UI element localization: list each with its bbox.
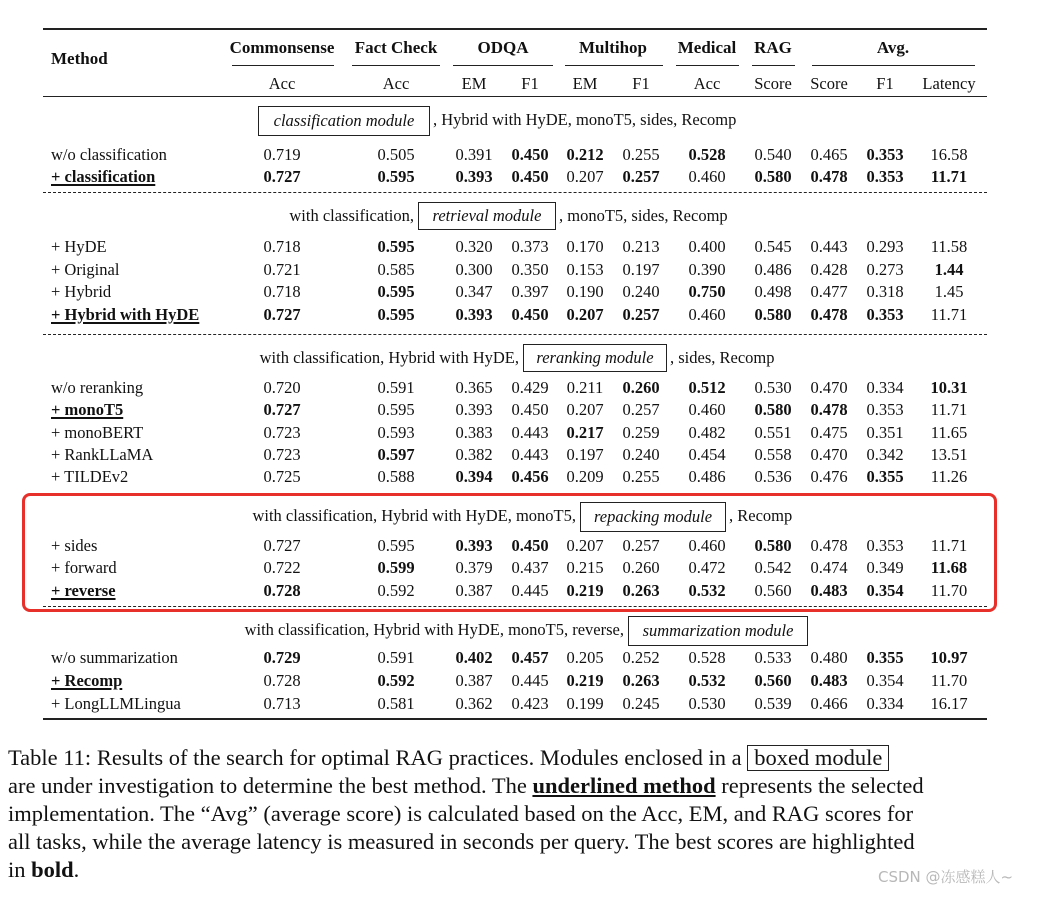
table-cell: 0.318 bbox=[866, 282, 904, 301]
table-cell: 0.478 bbox=[810, 400, 848, 419]
sub-header: Acc bbox=[382, 74, 410, 93]
boxed-module-label: reranking module bbox=[523, 344, 667, 372]
table-cell: 0.721 bbox=[263, 260, 301, 279]
table-cell: 11.68 bbox=[930, 558, 968, 577]
table-cell: 0.470 bbox=[810, 445, 848, 464]
method-name: w/o summarization bbox=[51, 648, 178, 667]
table-cell: 0.259 bbox=[622, 423, 660, 442]
table-cell: 0.255 bbox=[622, 467, 660, 486]
table-cell: 0.365 bbox=[455, 378, 493, 397]
method-name: + LongLLMLingua bbox=[51, 694, 181, 713]
table-cell: 0.478 bbox=[810, 167, 848, 186]
table-cell: 0.443 bbox=[511, 423, 549, 442]
table-cell: 0.719 bbox=[263, 145, 301, 164]
table-cell: 0.595 bbox=[377, 167, 415, 186]
table-cell: 0.300 bbox=[455, 260, 493, 279]
table-cell: 0.450 bbox=[511, 305, 549, 324]
table-caption bbox=[8, 744, 1028, 884]
table-cell: 0.595 bbox=[377, 237, 415, 256]
table-cell: 0.443 bbox=[511, 445, 549, 464]
table-cell: 0.540 bbox=[754, 145, 792, 164]
table-cell: 0.397 bbox=[511, 282, 549, 301]
table-cell: 0.450 bbox=[511, 536, 549, 555]
table-cell: 0.219 bbox=[566, 581, 604, 600]
group-header-commonsense: Commonsense bbox=[229, 38, 335, 57]
table-cell: 1.45 bbox=[934, 282, 964, 301]
table-cell: 0.727 bbox=[263, 400, 301, 419]
caption-text: Table 11: Results of the search for optimal RAG practices. Modules enclosed in a bbox=[8, 745, 748, 770]
table-cell: 0.255 bbox=[622, 145, 660, 164]
table-cell: 11.71 bbox=[930, 305, 968, 324]
section-caption-suffix: , sides, Recomp bbox=[670, 348, 775, 367]
table-cell: 11.65 bbox=[930, 423, 968, 442]
table-cell: 0.750 bbox=[688, 282, 726, 301]
table-cell: 0.542 bbox=[754, 558, 792, 577]
method-name: + TILDEv2 bbox=[51, 467, 129, 486]
table-cell: 0.460 bbox=[688, 167, 726, 186]
table-cell: 0.353 bbox=[866, 145, 904, 164]
table-cell: 0.483 bbox=[810, 581, 848, 600]
table-cell: 0.209 bbox=[566, 467, 604, 486]
table-cell: 0.252 bbox=[622, 648, 660, 667]
table-cell: 0.720 bbox=[263, 378, 301, 397]
sub-header: F1 bbox=[876, 74, 894, 93]
method-name: w/o reranking bbox=[51, 378, 144, 397]
table-cell: 0.423 bbox=[511, 694, 549, 713]
section-divider bbox=[43, 192, 987, 193]
table-cell: 11.71 bbox=[930, 400, 968, 419]
cmidrule bbox=[752, 65, 795, 66]
table-cell: 0.445 bbox=[511, 581, 549, 600]
table-cell: 0.729 bbox=[263, 648, 301, 667]
boxed-module-label: retrieval module bbox=[418, 202, 556, 230]
method-name: + Recomp bbox=[51, 671, 123, 690]
watermark: CSDN @冻感糕人~ bbox=[878, 868, 1014, 886]
section-caption-suffix: , Recomp bbox=[729, 506, 793, 525]
cmidrule bbox=[676, 65, 739, 66]
table-cell: 0.727 bbox=[263, 536, 301, 555]
sub-header: Score bbox=[754, 74, 792, 93]
cmidrule bbox=[352, 65, 440, 66]
table-cell: 0.472 bbox=[688, 558, 726, 577]
table-cell: 0.207 bbox=[566, 536, 604, 555]
group-header-factcheck: Fact Check bbox=[354, 38, 438, 57]
table-cell: 0.402 bbox=[455, 648, 493, 667]
table-cell: 11.70 bbox=[930, 581, 968, 600]
table-cell: 0.460 bbox=[688, 400, 726, 419]
section-caption-suffix: , Hybrid with HyDE, monoT5, sides, Recomp bbox=[433, 110, 737, 129]
table-cell: 0.588 bbox=[377, 467, 415, 486]
table-cell: 0.257 bbox=[622, 167, 660, 186]
table-cell: 0.593 bbox=[377, 423, 415, 442]
table-cell: 11.71 bbox=[930, 536, 968, 555]
table-cell: 0.560 bbox=[754, 581, 792, 600]
table-cell: 0.457 bbox=[511, 648, 549, 667]
table-cell: 0.393 bbox=[455, 536, 493, 555]
table-cell: 0.482 bbox=[688, 423, 726, 442]
table-cell: 0.219 bbox=[566, 671, 604, 690]
table-cell: 0.393 bbox=[455, 400, 493, 419]
cmidrule bbox=[232, 65, 334, 66]
cmidrule bbox=[812, 65, 975, 66]
top-rule bbox=[43, 28, 987, 30]
table-cell: 0.539 bbox=[754, 694, 792, 713]
group-header-avg: Avg. bbox=[876, 38, 910, 57]
table-cell: 0.560 bbox=[754, 671, 792, 690]
table-cell: 0.460 bbox=[688, 305, 726, 324]
table-cell: 0.530 bbox=[688, 694, 726, 713]
table-cell: 0.197 bbox=[566, 445, 604, 464]
sub-header: EM bbox=[572, 74, 598, 93]
table-cell: 0.212 bbox=[566, 145, 604, 164]
table-cell: 0.205 bbox=[566, 648, 604, 667]
method-header: Method bbox=[51, 49, 108, 68]
table-cell: 0.713 bbox=[263, 694, 301, 713]
method-name: + forward bbox=[51, 558, 117, 577]
table-cell: 0.334 bbox=[866, 694, 904, 713]
table-cell: 0.362 bbox=[455, 694, 493, 713]
table-cell: 0.465 bbox=[810, 145, 848, 164]
method-name: + monoT5 bbox=[51, 400, 124, 419]
table-cell: 0.260 bbox=[622, 378, 660, 397]
table-cell: 0.536 bbox=[754, 467, 792, 486]
table-cell: 0.353 bbox=[866, 305, 904, 324]
table-cell: 0.293 bbox=[866, 237, 904, 256]
method-name: + Hybrid with HyDE bbox=[51, 305, 200, 324]
group-header-multihop: Multihop bbox=[578, 38, 648, 57]
sub-header: Acc bbox=[693, 74, 721, 93]
table-cell: 0.725 bbox=[263, 467, 301, 486]
table-cell: 0.240 bbox=[622, 282, 660, 301]
sub-header: Latency bbox=[922, 74, 976, 93]
table-cell: 0.387 bbox=[455, 581, 493, 600]
table-cell: 0.257 bbox=[622, 305, 660, 324]
table-cell: 0.486 bbox=[688, 467, 726, 486]
table-cell: 0.595 bbox=[377, 536, 415, 555]
boxed-module-label: classification module bbox=[258, 106, 430, 136]
table-cell: 0.728 bbox=[263, 581, 301, 600]
section-caption-prefix: with classification, Hybrid with HyDE, monoT5, reverse, bbox=[244, 620, 624, 639]
table-cell: 0.190 bbox=[566, 282, 604, 301]
table-cell: 0.213 bbox=[622, 237, 660, 256]
table-cell: 0.478 bbox=[810, 536, 848, 555]
table-cell: 0.476 bbox=[810, 467, 848, 486]
method-name: + RankLLaMA bbox=[51, 445, 154, 464]
table-cell: 0.591 bbox=[377, 378, 415, 397]
table-cell: 0.727 bbox=[263, 305, 301, 324]
table-cell: 0.580 bbox=[754, 305, 792, 324]
table-cell: 11.71 bbox=[930, 167, 968, 186]
table-cell: 0.342 bbox=[866, 445, 904, 464]
table-cell: 0.599 bbox=[377, 558, 415, 577]
table-cell: 0.532 bbox=[688, 581, 726, 600]
table-cell: 0.597 bbox=[377, 445, 415, 464]
method-name: w/o classification bbox=[51, 145, 167, 164]
table-cell: 0.400 bbox=[688, 237, 726, 256]
caption-text: in bbox=[8, 857, 32, 882]
cmidrule bbox=[565, 65, 663, 66]
cmidrule bbox=[453, 65, 553, 66]
table-cell: 0.273 bbox=[866, 260, 904, 279]
table-cell: 0.723 bbox=[263, 423, 301, 442]
method-name: + monoBERT bbox=[51, 423, 144, 442]
table-cell: 0.718 bbox=[263, 282, 301, 301]
table-cell: 0.207 bbox=[566, 167, 604, 186]
table-cell: 0.585 bbox=[377, 260, 415, 279]
table-cell: 0.350 bbox=[511, 260, 549, 279]
section-caption-prefix: with classification, bbox=[289, 206, 414, 225]
table-cell: 0.474 bbox=[810, 558, 848, 577]
table-cell: 0.373 bbox=[511, 237, 549, 256]
table-cell: 0.727 bbox=[263, 167, 301, 186]
boxed-module-label: summarization module bbox=[628, 616, 808, 646]
table-cell: 0.260 bbox=[622, 558, 660, 577]
group-header-odqa: ODQA bbox=[477, 38, 529, 57]
table-cell: 0.383 bbox=[455, 423, 493, 442]
table-cell: 0.532 bbox=[688, 671, 726, 690]
table-cell: 0.334 bbox=[866, 378, 904, 397]
table-cell: 0.592 bbox=[377, 671, 415, 690]
table-cell: 0.153 bbox=[566, 260, 604, 279]
method-name: + Hybrid bbox=[51, 282, 112, 301]
table-cell: 0.505 bbox=[377, 145, 415, 164]
table-cell: 10.31 bbox=[930, 378, 968, 397]
table-cell: 0.530 bbox=[754, 378, 792, 397]
table-cell: 0.477 bbox=[810, 282, 848, 301]
table-cell: 0.245 bbox=[622, 694, 660, 713]
method-name: + reverse bbox=[51, 581, 116, 600]
table-cell: 0.390 bbox=[688, 260, 726, 279]
table-cell: 0.199 bbox=[566, 694, 604, 713]
table-cell: 0.379 bbox=[455, 558, 493, 577]
table-cell: 0.347 bbox=[455, 282, 493, 301]
table-cell: 0.580 bbox=[754, 167, 792, 186]
table-cell: 0.581 bbox=[377, 694, 415, 713]
table-cell: 0.460 bbox=[688, 536, 726, 555]
method-name: + Original bbox=[51, 260, 120, 279]
caption-text: represents the selected bbox=[715, 773, 924, 798]
boxed-module-label: repacking module bbox=[580, 502, 726, 532]
caption-text: are under investigation to determine the best method. The bbox=[8, 773, 533, 798]
table-cell: 0.512 bbox=[688, 378, 726, 397]
section-caption-suffix: , monoT5, sides, Recomp bbox=[559, 206, 728, 225]
table-cell: 0.722 bbox=[263, 558, 301, 577]
sub-header: EM bbox=[461, 74, 487, 93]
table-cell: 0.445 bbox=[511, 671, 549, 690]
table-cell: 0.353 bbox=[866, 167, 904, 186]
table-cell: 0.263 bbox=[622, 581, 660, 600]
table-cell: 0.595 bbox=[377, 400, 415, 419]
table-cell: 0.470 bbox=[810, 378, 848, 397]
table-cell: 16.17 bbox=[930, 694, 968, 713]
table-cell: 16.58 bbox=[930, 145, 968, 164]
caption-boxed-example: boxed module bbox=[747, 745, 889, 771]
section-caption-prefix: with classification, Hybrid with HyDE, monoT5, bbox=[252, 506, 576, 525]
table-cell: 0.393 bbox=[455, 167, 493, 186]
table-cell: 0.454 bbox=[688, 445, 726, 464]
table-cell: 0.320 bbox=[455, 237, 493, 256]
table-cell: 0.263 bbox=[622, 671, 660, 690]
table-cell: 0.351 bbox=[866, 423, 904, 442]
table-cell: 0.437 bbox=[511, 558, 549, 577]
bottom-rule bbox=[43, 718, 987, 720]
table-cell: 0.456 bbox=[511, 467, 549, 486]
table-cell: 0.591 bbox=[377, 648, 415, 667]
method-name: + sides bbox=[51, 536, 98, 555]
table-cell: 0.551 bbox=[754, 423, 792, 442]
table-cell: 0.207 bbox=[566, 305, 604, 324]
table-cell: 0.545 bbox=[754, 237, 792, 256]
caption-text: . bbox=[73, 857, 80, 882]
sub-header: Acc bbox=[268, 74, 296, 93]
method-name: + HyDE bbox=[51, 237, 107, 256]
table-cell: 0.355 bbox=[866, 648, 904, 667]
table-cell: 1.44 bbox=[934, 260, 964, 279]
table-cell: 13.51 bbox=[930, 445, 968, 464]
table-cell: 0.354 bbox=[866, 581, 904, 600]
table-cell: 0.450 bbox=[511, 167, 549, 186]
table-cell: 0.393 bbox=[455, 305, 493, 324]
table-cell: 0.349 bbox=[866, 558, 904, 577]
table-cell: 0.391 bbox=[455, 145, 493, 164]
sub-header: F1 bbox=[521, 74, 539, 93]
table-cell: 0.595 bbox=[377, 282, 415, 301]
table-cell: 11.70 bbox=[930, 671, 968, 690]
table-cell: 0.528 bbox=[688, 648, 726, 667]
table-cell: 11.58 bbox=[930, 237, 968, 256]
table-cell: 0.240 bbox=[622, 445, 660, 464]
caption-text: implementation. The “Avg” (average score) is calculated based on the Acc, EM, and RAG scores for bbox=[8, 801, 914, 826]
table-cell: 0.498 bbox=[754, 282, 792, 301]
sub-header: Score bbox=[810, 74, 848, 93]
table-cell: 0.728 bbox=[263, 671, 301, 690]
table-cell: 0.387 bbox=[455, 671, 493, 690]
table-cell: 0.480 bbox=[810, 648, 848, 667]
caption-bold-example: bold bbox=[31, 857, 74, 882]
table-cell: 0.429 bbox=[511, 378, 549, 397]
table-cell: 0.394 bbox=[455, 467, 493, 486]
table-cell: 0.257 bbox=[622, 536, 660, 555]
table-cell: 0.428 bbox=[810, 260, 848, 279]
table-cell: 0.353 bbox=[866, 536, 904, 555]
table-cell: 0.475 bbox=[810, 423, 848, 442]
table-cell: 0.197 bbox=[622, 260, 660, 279]
caption-underlined-example: underlined method bbox=[532, 773, 716, 798]
table-cell: 0.466 bbox=[810, 694, 848, 713]
table-cell: 0.443 bbox=[810, 237, 848, 256]
table-cell: 0.450 bbox=[511, 145, 549, 164]
section-divider bbox=[43, 334, 987, 335]
header-rule bbox=[43, 96, 987, 97]
table-cell: 0.355 bbox=[866, 467, 904, 486]
table-cell: 0.450 bbox=[511, 400, 549, 419]
table-cell: 0.486 bbox=[754, 260, 792, 279]
table-cell: 0.215 bbox=[566, 558, 604, 577]
table-cell: 0.723 bbox=[263, 445, 301, 464]
table-cell: 0.595 bbox=[377, 305, 415, 324]
table-cell: 0.580 bbox=[754, 536, 792, 555]
table-cell: 0.533 bbox=[754, 648, 792, 667]
table-cell: 0.558 bbox=[754, 445, 792, 464]
table-cell: 0.382 bbox=[455, 445, 493, 464]
table-cell: 0.528 bbox=[688, 145, 726, 164]
table-cell: 0.354 bbox=[866, 671, 904, 690]
table-cell: 0.580 bbox=[754, 400, 792, 419]
table-cell: 0.257 bbox=[622, 400, 660, 419]
table-cell: 0.353 bbox=[866, 400, 904, 419]
section-caption-prefix: with classification, Hybrid with HyDE, bbox=[259, 348, 519, 367]
table-cell: 0.217 bbox=[566, 423, 604, 442]
table-cell: 0.592 bbox=[377, 581, 415, 600]
table-cell: 0.483 bbox=[810, 671, 848, 690]
group-header-rag: RAG bbox=[754, 38, 792, 57]
table-cell: 0.718 bbox=[263, 237, 301, 256]
table-cell: 10.97 bbox=[930, 648, 968, 667]
table-cell: 0.207 bbox=[566, 400, 604, 419]
method-name: + classification bbox=[51, 167, 156, 186]
table-cell: 11.26 bbox=[930, 467, 968, 486]
caption-text: all tasks, while the average latency is measured in seconds per query. The best scores are highlighted bbox=[8, 829, 915, 854]
table-cell: 0.170 bbox=[566, 237, 604, 256]
group-header-medical: Medical bbox=[677, 38, 737, 57]
table-cell: 0.478 bbox=[810, 305, 848, 324]
table-cell: 0.211 bbox=[566, 378, 604, 397]
sub-header: F1 bbox=[632, 74, 650, 93]
